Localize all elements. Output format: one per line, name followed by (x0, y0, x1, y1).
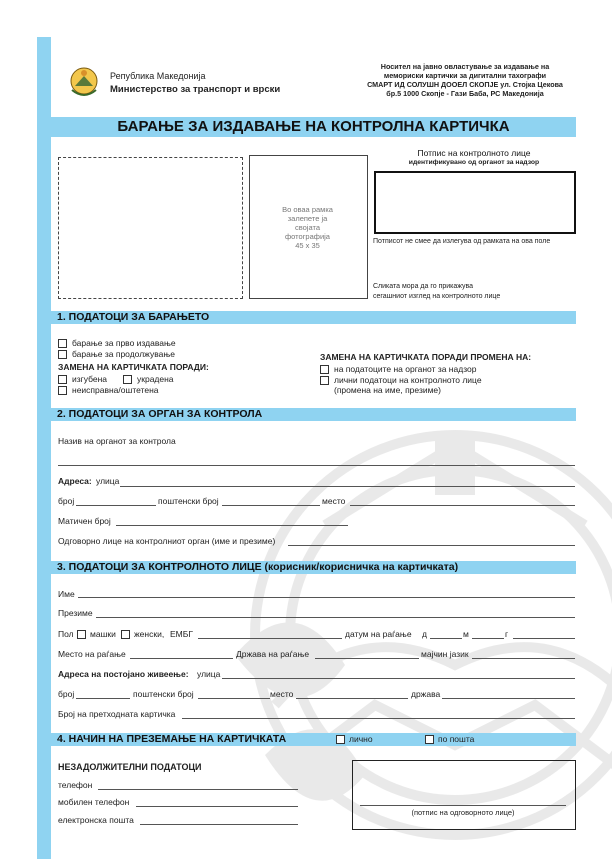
gender-label: Пол (58, 629, 74, 639)
issuer-line: бр.5 1000 Скопје - Гази Баба, РС Македонија (386, 89, 544, 98)
name-change-label: (промена на име, презиме) (334, 385, 441, 395)
residence-number-field[interactable] (76, 698, 130, 699)
extension-label: барање за продолжување (72, 349, 175, 359)
residence-place-label: место (270, 689, 294, 699)
section-1-title: 1. ПОДАТОЦИ ЗА БАРАЊЕТО (57, 311, 210, 323)
photo-text-line: Во оваа рамка (282, 205, 333, 214)
photo-note-line: Сликата мора да го прикажува (373, 283, 474, 290)
signature-box[interactable] (374, 171, 576, 234)
street-label: улица (96, 476, 120, 486)
issuer-line: Носител на јавно овластување за издавање на (380, 62, 550, 71)
number-label: број (58, 496, 75, 506)
left-accent-bar (37, 37, 51, 859)
responsible-field[interactable] (288, 545, 575, 546)
reg-number-field[interactable] (116, 525, 348, 526)
section-4-title: 4. НАЧИН НА ПРЕЗЕМАЊЕ НА КАРТИЧКАТА (57, 733, 287, 745)
signature-subtitle: идентификувано од органот за надзор (408, 159, 540, 166)
email-field[interactable] (140, 824, 298, 825)
damaged-checkbox[interactable] (58, 386, 67, 395)
mother-tongue-label: мајчин јазик (421, 649, 469, 659)
street-field[interactable] (120, 486, 575, 487)
phone-label: телефон (58, 780, 93, 790)
year-field[interactable] (513, 638, 575, 639)
signature-note: Потписот не смее да излегува од рамката на ова поле (373, 238, 551, 245)
stolen-label: украдена (137, 374, 174, 384)
photo-text-line: залепете ја (287, 214, 328, 223)
number-field[interactable] (76, 505, 156, 506)
signature-title: Потпис на контролното лице (417, 148, 531, 158)
email-label: електронска пошта (58, 815, 134, 825)
residence-place-field[interactable] (296, 698, 408, 699)
phone-field[interactable] (98, 789, 298, 790)
photo-text-line: својата (294, 223, 321, 232)
mother-tongue-field[interactable] (472, 658, 575, 659)
mobile-label: мобилен телефон (58, 797, 130, 807)
last-name-label: Презиме (58, 608, 93, 618)
birth-country-field[interactable] (315, 658, 419, 659)
mobile-field[interactable] (136, 806, 298, 807)
birth-date-label: датум на раѓање (345, 629, 412, 639)
replace-heading: ЗАМЕНА НА КАРТИЧКАТА ПОРАДИ: (58, 362, 209, 372)
official-signature-line (360, 805, 566, 806)
first-name-field[interactable] (78, 597, 575, 598)
ministry-name: Министерство за транспорт и врски (110, 84, 281, 95)
embg-field[interactable] (198, 638, 342, 639)
by-post-checkbox[interactable] (425, 735, 434, 744)
residence-number-label: број (58, 689, 75, 699)
damaged-label: неисправна/оштетена (72, 385, 159, 395)
authority-data-label: на податоците на органот за надзор (334, 364, 477, 374)
personal-pickup-checkbox[interactable] (336, 735, 345, 744)
first-issue-checkbox[interactable] (58, 339, 67, 348)
residence-street-label: улица (197, 669, 221, 679)
change-heading: ЗАМЕНА НА КАРТИЧКАТА ПОРАДИ ПРОМЕНА НА: (320, 352, 532, 362)
photo-instructions (249, 205, 366, 250)
year-label: г (505, 629, 509, 639)
sticker-area[interactable] (58, 157, 243, 299)
personal-data-checkbox[interactable] (320, 376, 329, 385)
ministry-emblem-icon (70, 64, 98, 98)
official-signature-box[interactable] (352, 760, 576, 830)
female-checkbox[interactable] (121, 630, 130, 639)
issuer-line: СМАРТ ИД СОЛУШН ДООЕЛ СКОПЈЕ ул. Стојка Цекова (367, 80, 563, 89)
male-checkbox[interactable] (77, 630, 86, 639)
day-field[interactable] (430, 638, 462, 639)
birth-place-field[interactable] (130, 658, 233, 659)
authority-name-field[interactable] (58, 465, 575, 466)
residence-postal-label: поштенски број (133, 689, 194, 699)
place-field[interactable] (350, 505, 575, 506)
month-field[interactable] (472, 638, 504, 639)
residence-street-field[interactable] (222, 678, 575, 679)
lost-checkbox[interactable] (58, 375, 67, 384)
personal-pickup-label: лично (349, 734, 373, 744)
authority-data-checkbox[interactable] (320, 365, 329, 374)
extension-checkbox[interactable] (58, 350, 67, 359)
reg-number-label: Матичен број (58, 516, 111, 526)
female-label: женски, (134, 629, 165, 639)
month-label: м (463, 629, 469, 639)
prev-card-field[interactable] (182, 718, 575, 719)
embg-label: ЕМБГ (170, 629, 193, 639)
male-label: машки (90, 629, 116, 639)
birth-country-label: Држава на раѓање (236, 649, 310, 659)
place-label: место (322, 496, 346, 506)
lost-label: изгубена (72, 374, 108, 384)
republic-name: Република Македонија (110, 71, 206, 81)
section-3-title: 3. ПОДАТОЦИ ЗА КОНТРОЛНОТО ЛИЦЕ (корисник/корисничка на картичката) (57, 561, 459, 573)
prev-card-label: Број на претходната картичка (58, 709, 176, 719)
first-name-label: Име (58, 589, 75, 599)
first-issue-label: барање за прво издавање (72, 338, 176, 348)
photo-note-line: сегашниот изглед на контролното лице (373, 293, 501, 300)
residence-country-label: држава (411, 689, 441, 699)
residence-label: Адреса на постојано живеење: (58, 669, 189, 679)
section-2-title: 2. ПОДАТОЦИ ЗА ОРГАН ЗА КОНТРОЛА (57, 408, 263, 420)
optional-heading: НЕЗАДОЛЖИТЕЛНИ ПОДАТОЦИ (58, 762, 202, 772)
residence-postal-field[interactable] (198, 698, 270, 699)
day-label: д (422, 629, 427, 639)
personal-data-label: лични податоци на контролното лице (334, 375, 482, 385)
last-name-field[interactable] (96, 617, 575, 618)
residence-country-field[interactable] (442, 698, 575, 699)
postal-label: поштенски број (158, 496, 219, 506)
address-label: Адреса: (58, 476, 92, 486)
issuer-block (350, 62, 580, 98)
form-title: БАРАЊЕ ЗА ИЗДАВАЊЕ НА КОНТРОЛНА КАРТИЧКА (117, 118, 510, 135)
birth-place-label: Место на раѓање (58, 649, 126, 659)
by-post-label: по пошта (438, 734, 475, 744)
stolen-checkbox[interactable] (123, 375, 132, 384)
authority-name-label: Назив на органот за контрола (58, 436, 176, 446)
issuer-line: мемориски картички за дигитални тахографи (383, 71, 547, 80)
official-signature-label: (потпис на одговорното лице) (411, 808, 515, 817)
postal-field[interactable] (222, 505, 320, 506)
photo-text-line: 45 х 35 (295, 241, 320, 250)
responsible-label: Одговорно лице на контролниот орган (име и презиме) (58, 536, 276, 546)
photo-text-line: фотографија (285, 232, 330, 241)
